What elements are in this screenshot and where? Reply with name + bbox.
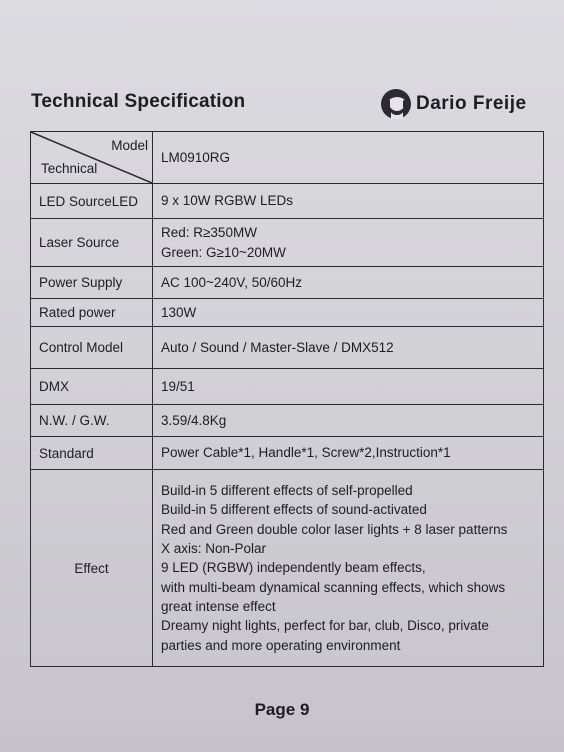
row-key: Standard [31, 437, 153, 470]
table-row [31, 369, 544, 405]
model-value-cell [153, 132, 544, 184]
table-row [31, 470, 544, 667]
row-key: Rated power [31, 299, 153, 327]
value-line: 130W [161, 304, 197, 320]
value-line: X axis: Non-Polar [161, 541, 267, 557]
value-line: 19/51 [161, 378, 195, 394]
table-row [31, 299, 544, 327]
value-line: Build-in 5 different effects of sound-activated [161, 502, 427, 518]
row-value [153, 327, 544, 369]
value-line: AC 100~240V, 50/60Hz [161, 274, 302, 290]
row-value [153, 369, 544, 405]
table-row [31, 219, 544, 267]
value-line: Auto / Sound / Master-Slave / DMX512 [161, 339, 394, 355]
row-key: Effect [31, 470, 153, 667]
model-value: LM0910RG [161, 150, 231, 165]
page-title: Technical Specification [31, 91, 246, 112]
row-key: Laser Source [31, 219, 153, 267]
header-diagonal-cell [31, 132, 153, 184]
page-number: Page 9 [254, 700, 310, 719]
value-line: Green: G≥10~20MW [161, 244, 286, 260]
value-line: Dreamy night lights, perfect for bar, club, Disco, private [161, 618, 489, 634]
dj-silhouette-logo-icon [380, 88, 412, 120]
table-row [31, 327, 544, 369]
row-value [153, 437, 544, 470]
header-technical-label: Technical [41, 161, 98, 176]
value-line: 9 x 10W RGBW LEDs [161, 193, 294, 208]
value-line: Red and Green double color laser lights + 8 laser patterns [161, 521, 508, 537]
row-value [153, 219, 544, 267]
table-row [31, 184, 544, 219]
value-line: parties and more operating environment [161, 637, 401, 653]
value-line: 3.59/4.8Kg [161, 412, 227, 428]
value-line: Power Cable*1, Handle*1, Screw*2,Instruction*1 [161, 445, 451, 460]
table-row [31, 437, 544, 470]
row-value [153, 299, 544, 327]
spec-table [30, 131, 544, 667]
brand [380, 88, 527, 120]
row-value [153, 405, 544, 437]
value-line: with multi-beam dynamical scanning effects, which shows [161, 579, 506, 595]
row-value [153, 470, 544, 667]
row-key: LED SourceLED [31, 184, 153, 219]
brand-name: Dario Freije [416, 93, 527, 114]
row-key: Control Model [31, 327, 153, 369]
row-key: N.W. / G.W. [31, 405, 153, 437]
table-header-row [31, 132, 544, 184]
value-line: great intense effect [161, 598, 276, 614]
value-line: 9 LED (RGBW) independently beam effects, [161, 560, 426, 576]
value-line: Red: R≥350MW [161, 224, 257, 240]
table-row [31, 267, 544, 299]
table-row [31, 405, 544, 437]
header-model-label: Model [111, 138, 148, 153]
value-line: Build-in 5 different effects of self-propelled [161, 483, 413, 499]
row-value [153, 267, 544, 299]
row-key: Power Supply [31, 267, 153, 299]
row-key: DMX [31, 369, 153, 405]
row-value [153, 184, 544, 219]
